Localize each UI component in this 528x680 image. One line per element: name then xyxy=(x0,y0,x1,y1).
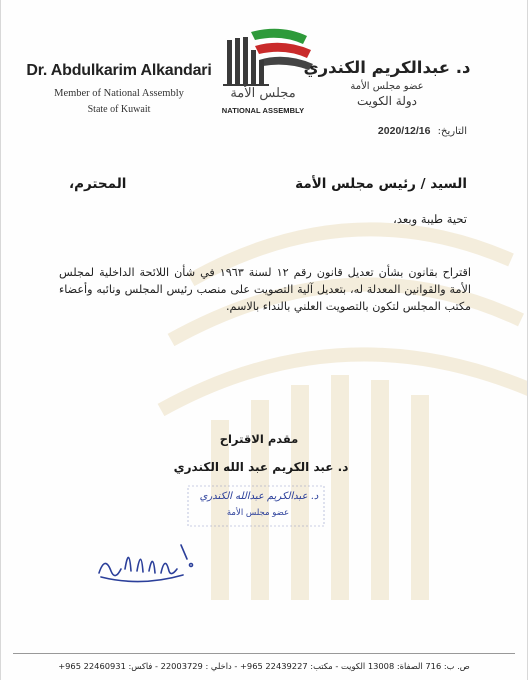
letter-body: اقتراح بقانون بشأن تعديل قانون رقم ١٢ لسنة ١٩٦٣ في شأن اللائحة الداخلية لمجلس الأمة والقوانين المعدلة له، بتعديل آلية التصويت على منصب رئيس المجلس ونائبه وأعضاء مكتب المجلس لتكون بالتصويت العلني بالنداء بالاسم. xyxy=(59,266,471,313)
arabic-name: د. عبدالكريم الكندري xyxy=(303,58,471,77)
english-role: Member of National Assembly xyxy=(54,88,184,99)
stamp-name: د. عبدالكريم عبدالله الكندري xyxy=(199,491,319,502)
english-state: State of Kuwait xyxy=(87,104,151,115)
proposer-name: د. عبد الكريم عبد الله الكندري xyxy=(173,460,349,474)
addressee: السيد / رئيس مجلس الأمة xyxy=(295,176,467,192)
footer-divider xyxy=(13,653,515,654)
english-letterhead xyxy=(19,62,219,115)
english-name: Dr. Abdulkarim Alkandari xyxy=(26,62,212,79)
proposer-title: مقدم الاقتراح xyxy=(219,432,299,446)
date-label: التاريخ: xyxy=(437,126,467,137)
arabic-letterhead xyxy=(287,58,487,108)
stamp-role: عضو مجلس الأمة xyxy=(226,508,290,518)
date-value: 2020/12/16 xyxy=(377,125,431,137)
honorific: المحترم، xyxy=(69,176,127,192)
handwritten-signature-icon xyxy=(91,525,201,590)
watermark-logo-icon xyxy=(151,200,528,620)
footer-contact: ص. ب: 716 الصفاة: 13008 الكويت - مكتب: 22439227 965+ - داخلي : 22003729 - فاكس: 22460931 965+ xyxy=(58,661,470,671)
logo-arabic-text: مجلس الأمة xyxy=(230,86,296,101)
arabic-state: دولة الكويت xyxy=(357,94,417,108)
greeting: تحية طيبة وبعد، xyxy=(393,212,467,226)
arabic-role: عضو مجلس الأمة xyxy=(350,81,424,92)
logo-english-text: NATIONAL ASSEMBLY xyxy=(221,106,305,115)
letter-date xyxy=(378,125,467,137)
